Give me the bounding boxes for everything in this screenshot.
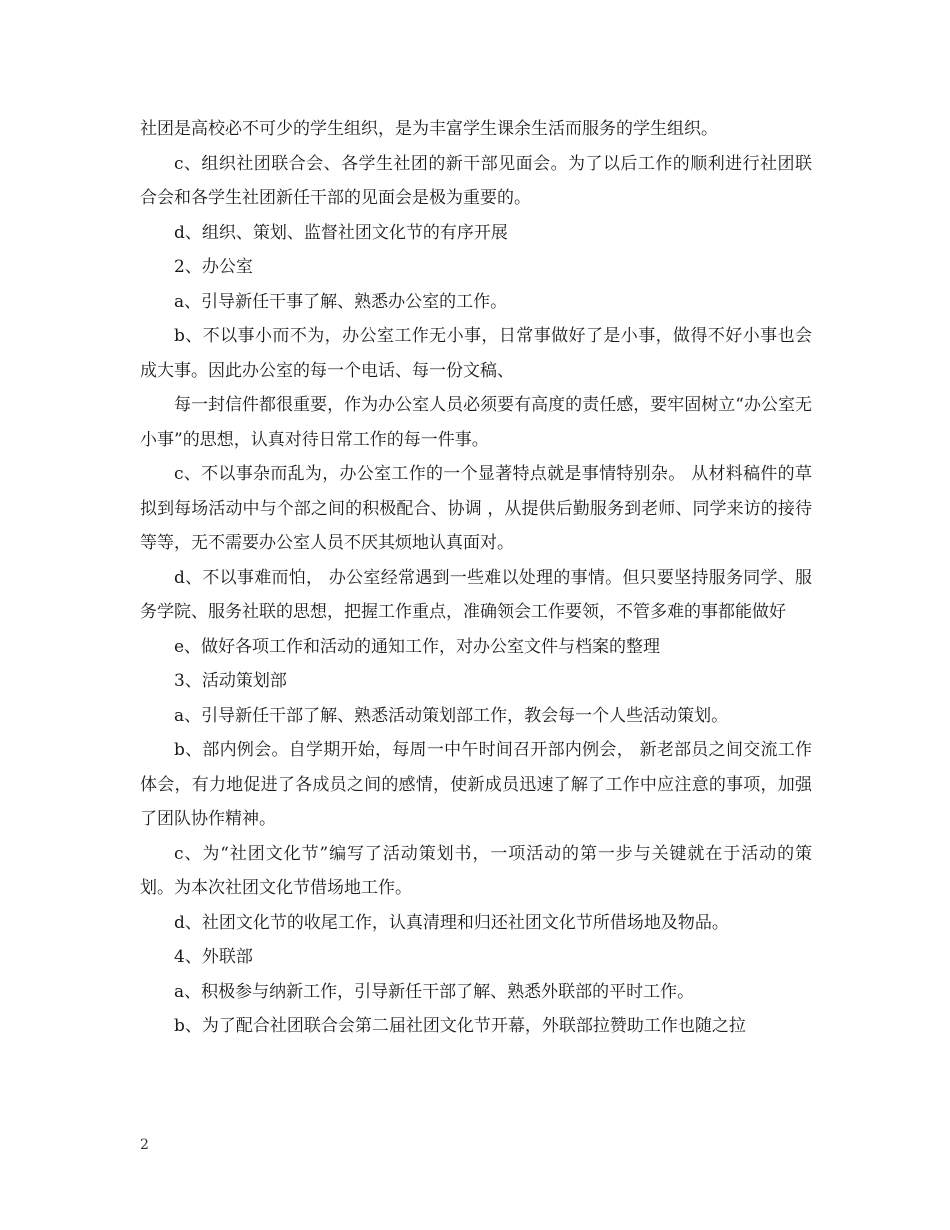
document-body xyxy=(140,112,812,1044)
paragraph: 每一封信件都很重要，作为办公室人员必须要有高度的责任感，要牢固树立“办公室无小事”的思想，认真对待日常工作的每一件事。 xyxy=(140,395,812,450)
paragraph: a、引导新任干部了解、熟悉活动策划部工作，教会每一个人些活动策划。 xyxy=(174,705,729,726)
paragraph: d、不以事难而怕， 办公室经常遇到一些难以处理的事情。但只要坚持服务同学、服务学院、服务社联的思想，把握工作重点，准确领会工作要领，不管多难的事都能做好 xyxy=(140,567,812,622)
paragraph: a、引导新任干事了解、熟悉办公室的工作。 xyxy=(174,291,508,312)
paragraph: 社团是高校必不可少的学生组织，是为丰富学生课余生活而服务的学生组织。 xyxy=(140,119,718,139)
paragraph: b、不以事小而不为，办公室工作无小事，日常事做好了是小事，做得不好小事也会成大事。因此办公室的每一个电话、每一份文稿、 xyxy=(140,326,812,381)
paragraph: d、社团文化节的收尾工作，认真清理和归还社团文化节所借场地及物品。 xyxy=(174,912,729,933)
section-heading: 3、活动策划部 xyxy=(174,671,287,691)
paragraph: b、为了配合社团联合会第二届社团文化节开幕，外联部拉赞助工作也随之拉 xyxy=(174,1016,746,1036)
paragraph: a、积极参与纳新工作，引导新任干部了解、熟悉外联部的平时工作。 xyxy=(174,981,695,1002)
paragraph: e、做好各项工作和活动的通知工作，对办公室文件与档案的整理 xyxy=(174,636,661,657)
paragraph: c、组织社团联合会、各学生社团的新干部见面会。为了以后工作的顺利进行社团联合会和各学生社团新任干部的见面会是极为重要的。 xyxy=(140,153,812,208)
paragraph: d、组织、策划、监督社团文化节的有序开展 xyxy=(174,222,508,243)
section-heading: 4、外联部 xyxy=(174,947,253,967)
paragraph: c、为“社团文化节”编写了活动策划书，一项活动的第一步与关键就在于活动的策划。为本次社团文化节借场地工作。 xyxy=(140,843,812,898)
paragraph: b、部内例会。自学期开始，每周一中午时间召开部内例会， 新老部员之间交流工作体会，有力地促进了各成员之间的感情，使新成员迅速了解了工作中应注意的事项，加强了团队协作精神。 xyxy=(140,740,812,829)
page-number: 2 xyxy=(140,1137,149,1153)
section-heading: 2、办公室 xyxy=(174,257,253,277)
paragraph: c、不以事杂而乱为，办公室工作的一个显著特点就是事情特别杂。 从材料稿件的草拟到每场活动中与个部之间的积极配合、协调 ，从提供后勤服务到老师、同学来访的接待等等，无不需要办公室人员不厌其烦地认真面对。 xyxy=(140,464,812,553)
